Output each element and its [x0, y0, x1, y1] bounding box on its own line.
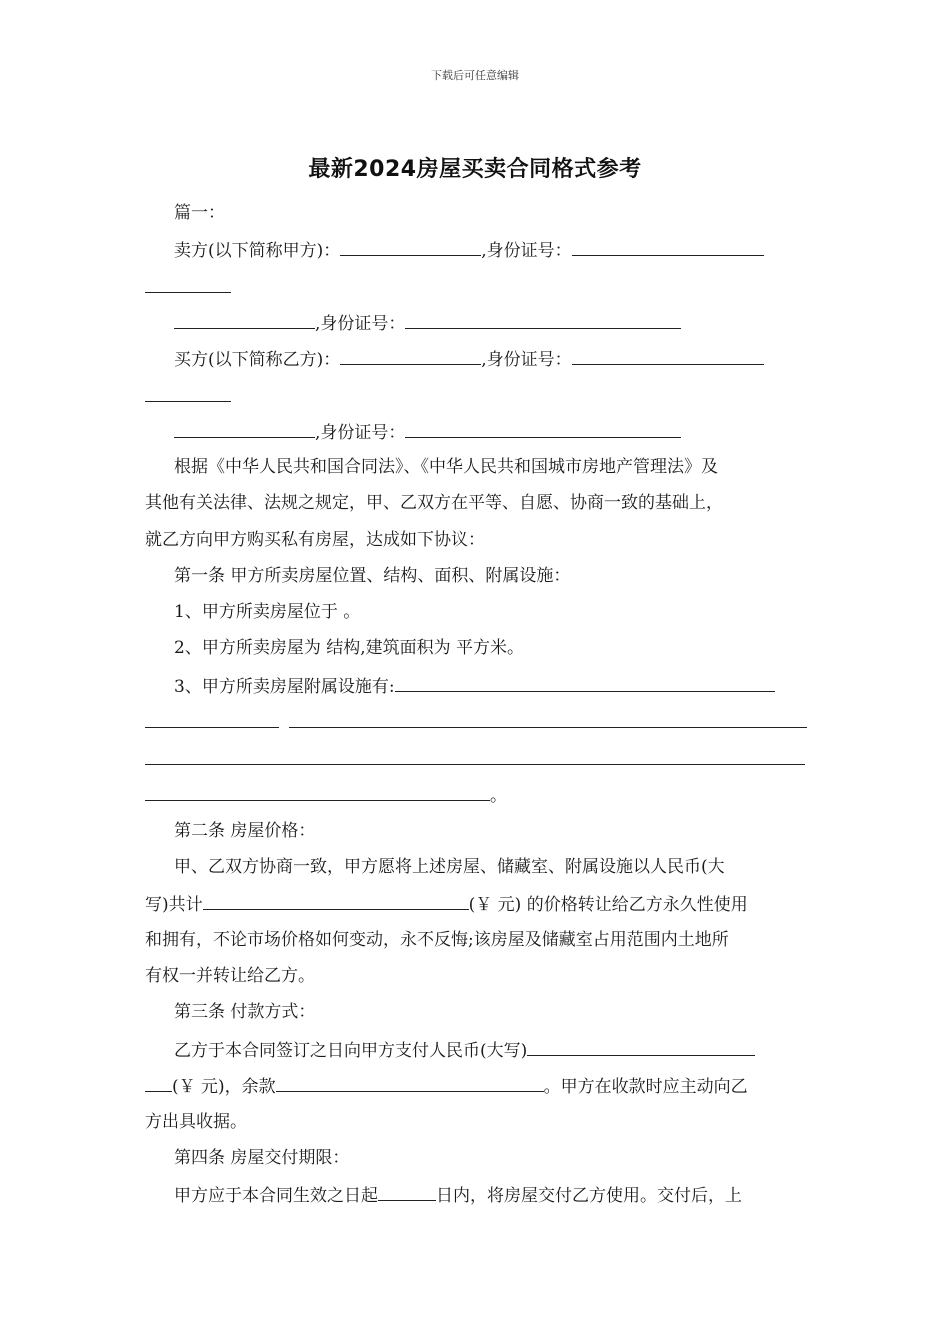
- blank-field: [276, 1074, 544, 1092]
- buyer-label: 买方(以下简称乙方)：: [174, 350, 341, 370]
- article-heading: 第三条 付款方式：: [174, 1002, 316, 1022]
- seller-line: [145, 238, 807, 262]
- blank-field: [340, 347, 481, 365]
- text-fragment: (￥ 元)，余款: [172, 1077, 276, 1097]
- blank-field: [405, 420, 681, 438]
- blank-field: [203, 892, 469, 910]
- article-heading: 第二条 房屋价格：: [174, 821, 316, 841]
- blank-field: [174, 420, 315, 438]
- document-title: 最新2024房屋买卖合同格式参考: [308, 157, 642, 182]
- id-label: ,身份证号：: [315, 314, 406, 334]
- text-line: 甲、乙双方协商一致，甲方愿将上述房屋、储藏室、附属设施以人民币(大: [174, 857, 725, 877]
- delivery-line: [145, 1183, 807, 1207]
- blank-field: [572, 347, 764, 365]
- blank-field: [289, 710, 807, 728]
- text-line: 2、甲方所卖房屋为 结构,建筑面积为 平方米。: [174, 638, 525, 658]
- id-label: ,身份证号：: [481, 241, 572, 261]
- blank-line: [145, 747, 807, 771]
- blank-field: [145, 710, 279, 728]
- text-line: 篇一：: [174, 203, 225, 223]
- period: 。: [490, 786, 507, 806]
- blank-field: [145, 384, 231, 402]
- text-line: 和拥有，不论市场价格如何变动，永不反悔;该房屋及储藏室占用范围内土地所: [145, 930, 729, 950]
- blank-field: [572, 238, 764, 256]
- blank-field: [145, 275, 231, 293]
- payment-line: [145, 1038, 807, 1062]
- seller-line-2: [145, 311, 807, 335]
- text-fragment: 乙方于本合同签订之日向甲方支付人民币(大写): [174, 1041, 528, 1061]
- blank-field: [527, 1038, 755, 1056]
- buyer-line-2: [145, 420, 807, 444]
- blank-field: [378, 1183, 436, 1201]
- payment-line-2: [145, 1074, 807, 1098]
- blank-field: [340, 238, 481, 256]
- text-line: 方出具收据。: [145, 1112, 247, 1132]
- text-line: 根据《中华人民共和国合同法》、《中华人民共和国城市房地产管理法》及: [174, 457, 718, 477]
- header-note: 下载后可任意编辑: [431, 69, 519, 82]
- seller-label: 卖方(以下简称甲方)：: [174, 241, 341, 261]
- blank-line: [145, 783, 807, 807]
- blank-field: [145, 1074, 172, 1092]
- price-line: [145, 892, 807, 916]
- text-fragment: 甲方应于本合同生效之日起: [174, 1186, 378, 1206]
- article-heading: 第四条 房屋交付期限：: [174, 1148, 350, 1168]
- text-fragment: 写)共计: [145, 895, 203, 915]
- blank-field: [405, 311, 681, 329]
- facilities-line: [145, 674, 807, 698]
- text-fragment: (￥ 元) 的价格转让给乙方永久性使用: [468, 895, 748, 915]
- id-label: ,身份证号：: [481, 350, 572, 370]
- blank-line: [145, 275, 807, 299]
- blank-line: [145, 710, 807, 734]
- text-fragment: 。甲方在收款时应主动向乙: [543, 1077, 748, 1097]
- text-line: 有权一并转让给乙方。: [145, 966, 315, 986]
- article-heading: 第一条 甲方所卖房屋位置、结构、面积、附属设施：: [174, 566, 571, 586]
- blank-field: [395, 674, 775, 692]
- blank-field: [145, 747, 805, 765]
- buyer-line: [145, 347, 807, 371]
- blank-field: [174, 311, 315, 329]
- blank-field: [145, 783, 490, 801]
- text-line: 1、甲方所卖房屋位于 。: [174, 602, 361, 622]
- text-line: 其他有关法律、法规之规定，甲、乙双方在平等、自愿、协商一致的基础上，: [145, 493, 723, 513]
- id-label: ,身份证号：: [315, 423, 406, 443]
- text-line: 就乙方向甲方购买私有房屋，达成如下协议：: [145, 530, 485, 550]
- text-fragment: 日内，将房屋交付乙方使用。交付后，上: [436, 1186, 742, 1206]
- facilities-label: 3、甲方所卖房屋附属设施有:: [174, 677, 395, 697]
- blank-line: [145, 384, 807, 408]
